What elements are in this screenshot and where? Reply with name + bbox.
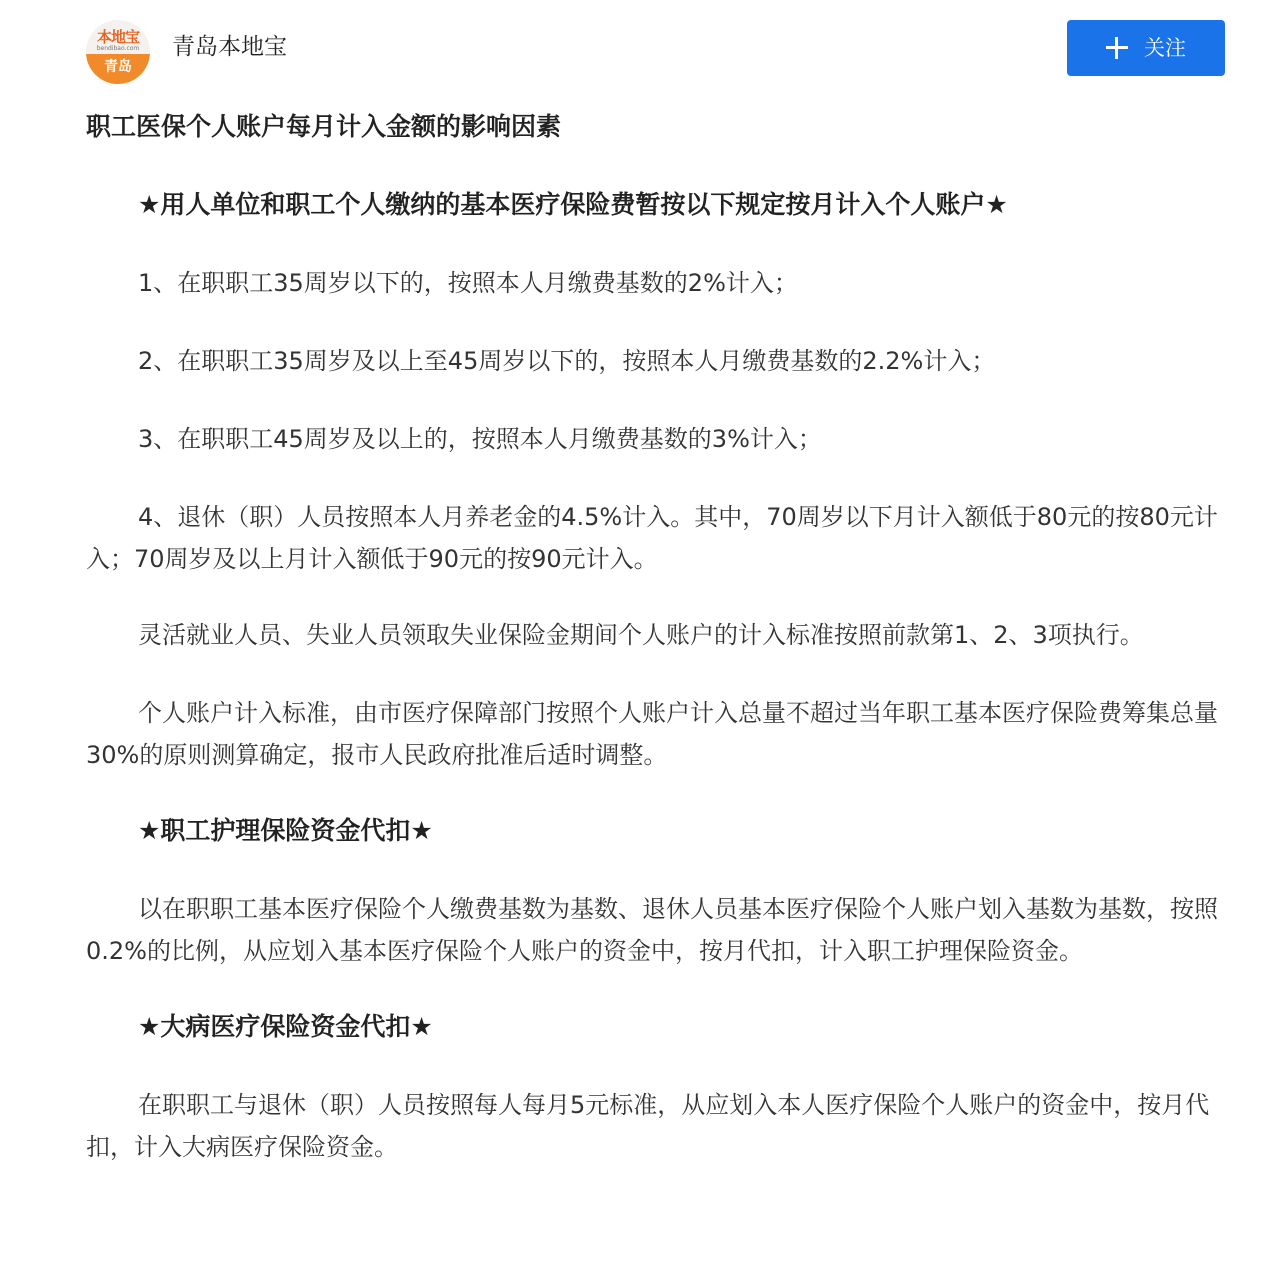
follow-button[interactable] xyxy=(1067,20,1225,76)
paragraph-flexible-employment: 灵活就业人员、失业人员领取失业保险金期间个人账户的计入标准按照前款第1、2、3项执行。 xyxy=(138,621,1144,649)
account-header xyxy=(0,0,1282,100)
paragraph-serious-illness: 在职职工与退休（职）人员按照每人每月5元标准，从应划入本人医疗保险个人账户的资金中，按月代扣，计入大病医疗保险资金。 xyxy=(86,1091,1210,1161)
account-name[interactable]: 青岛本地宝 xyxy=(172,34,287,60)
follow-button-label: 关注 xyxy=(1144,36,1186,60)
avatar-logo-text: 本地宝 xyxy=(96,28,139,46)
list-item: 4、退休（职）人员按照本人月养老金的4.5%计入。其中，70周岁以下月计入额低于80元的按80元计入；70周岁及以上月计入额低于90元的按90元计入。 xyxy=(86,503,1218,573)
list-item: 3、在职职工45周岁及以上的，按照本人月缴费基数的3%计入； xyxy=(138,425,822,453)
plus-icon xyxy=(1106,37,1128,59)
avatar-logo-city: 青岛 xyxy=(86,54,150,84)
avatar-logo-domain: bendibao.com xyxy=(96,45,140,52)
paragraph-credit-standard: 个人账户计入标准，由市医疗保障部门按照个人账户计入总量不超过当年职工基本医疗保险费筹集总量30%的原则测算确定，报市人民政府批准后适时调整。 xyxy=(86,699,1218,769)
list-item: 1、在职职工35周岁以下的，按照本人月缴费基数的2%计入； xyxy=(138,269,798,297)
paragraph-nursing-insurance: 以在职职工基本医疗保险个人缴费基数为基数、退休人员基本医疗保险个人账户划入基数为基数，按照0.2%的比例，从应划入基本医疗保险个人账户的资金中，按月代扣，计入职工护理保险资金。 xyxy=(86,895,1218,965)
section-heading-account-credit: ★用人单位和职工个人缴纳的基本医疗保险费暂按以下规定按月计入个人账户★ xyxy=(138,190,1008,219)
article-title: 职工医保个人账户每月计入金额的影响因素 xyxy=(86,112,562,141)
section-heading-nursing-insurance: ★职工护理保险资金代扣★ xyxy=(138,816,433,845)
account-avatar[interactable] xyxy=(86,20,150,84)
article-body xyxy=(86,106,1226,1168)
list-item: 2、在职职工35周岁及以上至45周岁以下的，按照本人月缴费基数的2.2%计入； xyxy=(138,347,996,375)
section-heading-serious-illness: ★大病医疗保险资金代扣★ xyxy=(138,1012,433,1041)
